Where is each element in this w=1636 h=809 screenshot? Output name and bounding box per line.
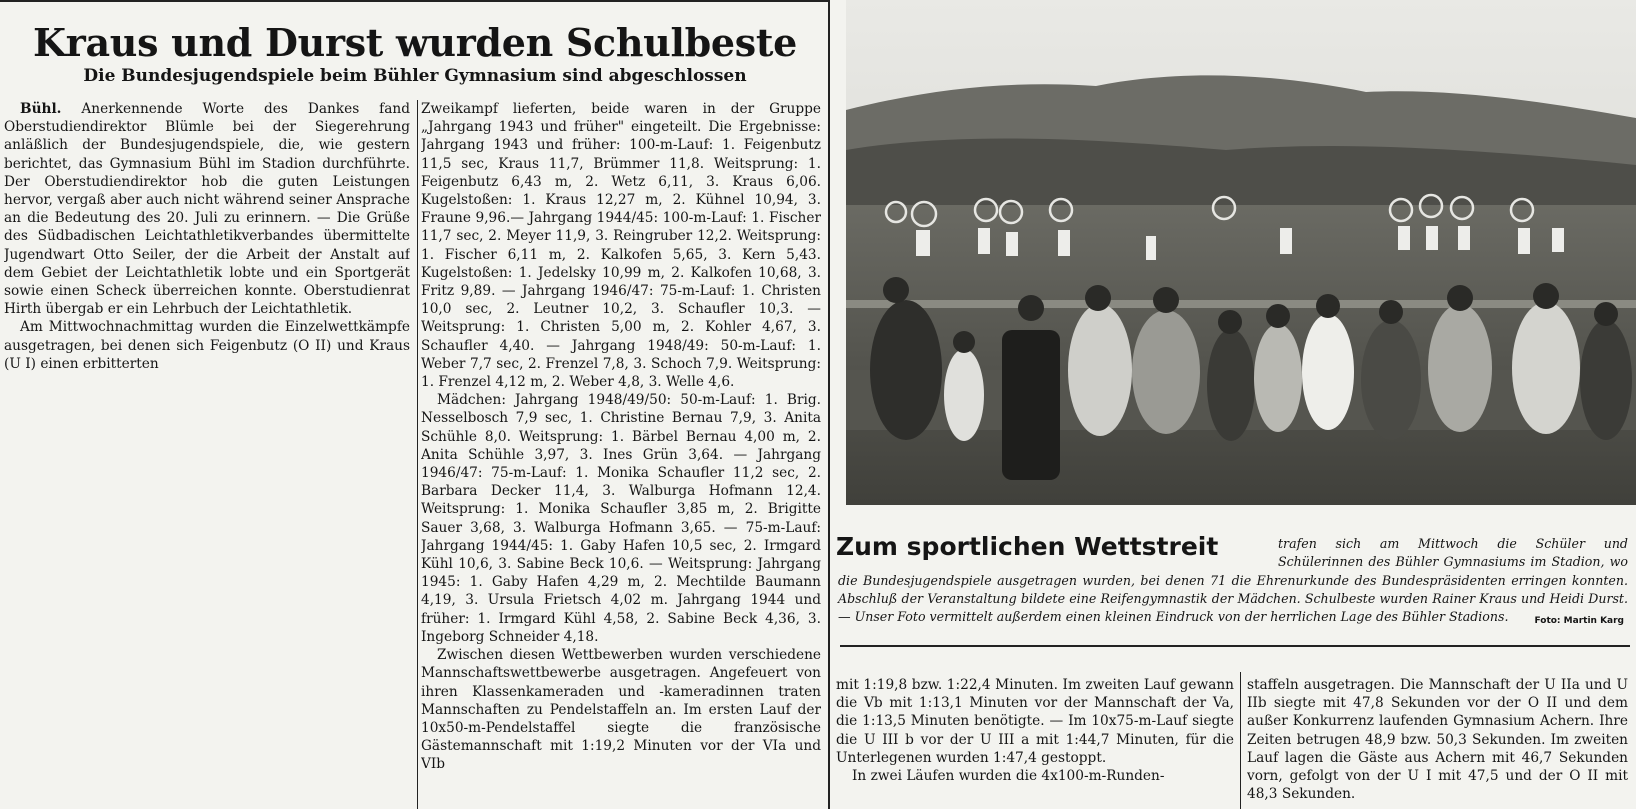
team-competition-paragraph: Zwischen diesen Wettbewerben wurden verschiedene Mannschaftswettbewerbe ausgetragen. Angefeuert von ihren Klassenkameraden und -kameradinnen traten Mannschaften zu Pendelstaffeln an. Im ersten Lauf der 10x50-m-Pendelstaffel siegte die französische Gästemannschaft mit 1:19,2 Minuten vor der VIa und VIb — [421, 647, 821, 773]
article-paragraph: In zwei Läufen wurden die 4x100-m-Runden- — [852, 768, 1165, 785]
column-rule-1 — [417, 100, 418, 809]
caption-title-spacer — [838, 535, 1278, 565]
stadium-photo — [846, 0, 1636, 525]
article-paragraph: staffeln ausgetragen. Die Mannschaft der U IIa und U IIb siegte mit 47,8 Sekunden vor der O II und dem außer Konkurrenz laufenden Gymnasium Achern. Ihre Zeiten betrugen 48,9 bzw. 50,3 Sekunden. Im zweiten Lauf lagen die Gäste aus Achern mit 46,7 Sekunden vorn, gefolgt von der U I mit 47,5 und der O II mit 48,3 Sekunden. — [1247, 677, 1628, 803]
article-column-3 — [836, 676, 1234, 809]
column-rule-2 — [828, 0, 830, 809]
results-paragraph-girls: Mädchen: Jahrgang 1948/49/50: 50-m-Lauf: 1. Brig. Nesselbosch 7,9 sec, 1. Christine Bernau 7,9, 3. Anita Schühle 8,0. Weitsprung: 1. Bärbel Bernau 4,00 m, 2. Anita Schühle 3,97, 3. Ines Grün 3,64. — Jahrgang 1946/47: 75-m-Lauf: 1. Monika Schaufler 11,2 sec, 2. Barbara Decker 11,4, 3. Walburga Hofmann 12,4. Weitsprung: 1. Monika Schaufler 3,85 m, 2. Brigitte Sauer 3,68, 3. Walburga Hofmann 3,65. — 75-m-Lauf: Jahrgang 1944/45: 1. Gaby Hafen 10,5 sec, 2. Irmgard Kühl 10,6, 3. Sabine Beck 10,6. — Weitsprung: Jahrgang 1945: 1. Gaby Hafen 4,29 m, 2. Mechtilde Baumann 4,19, 3. Ursula Frietsch 4,02 m. Jahrgang 1944 und früher: 1. Irmgard Kühl 4,58, 2. Sabine Beck 4,36, 3. Ingeborg Schneider 4,18. — [421, 392, 821, 645]
article-column-2 — [421, 100, 821, 809]
photo-illustration — [846, 0, 1636, 525]
article-paragraph: Bühl. Anerkennende Worte des Dankes fand Oberstudiendirektor Blümle bei der Siegerehrung anläßlich der Bundesjugendspiele, die, wie gestern berichtet, das Gymnasium Bühl im Stadion durchführte. Der Oberstudiendirektor hob die guten Leistungen hervor, vergaß aber auch nicht während seiner Ansprache an die Bedeutung des 20. Juli zu erinnern. — Die Grüße des Südbadischen Leichtathletikverbandes übermittelte Jugendwart Otto Seiler, der die Arbeit der Anstalt auf dem Gebiet der Leichtathletik lobte und ein Sportgerät sowie einen Scheck überreichen konnte. Oberstudienrat Hirth übergab er ein Lehrbuch der Leichtathletik. — [4, 101, 410, 318]
column-rule-3 — [1240, 672, 1241, 809]
article-column-4 — [1247, 676, 1628, 809]
photo-credit: Foto: Martin Karg — [1534, 616, 1624, 626]
article-column-1 — [4, 100, 410, 390]
photo-caption: trafen sich am Mittwoch die Schüler und Schülerinnen des Bühler Gymnasiums im Stadion, wo die Bundesjugendspiele ausgetragen wurden, bei denen 71 die Ehrenurkunde des Bundespräsidenten erringen konnten. Abschluß der Veranstaltung bildete eine Reifengymnastik der Mädchen. Schulbeste wurden Rainer Kraus und Heidi Durst. — Unser Foto vermittelt außerdem einen kleinen Eindruck von der herrlichen Lage des Bühler Stadions. — [838, 536, 1628, 625]
dateline: Bühl. — [20, 101, 62, 117]
page-title: Kraus und Durst wurden Schulbeste — [33, 20, 797, 65]
top-rule — [0, 0, 830, 2]
subheadline: Die Bundesjugendspiele beim Bühler Gymnasium sind abgeschlossen — [83, 66, 747, 86]
caption-title: Zum sportlichen Wettstreit — [836, 532, 1219, 561]
article-paragraph: mit 1:19,8 bzw. 1:22,4 Minuten. Im zweiten Lauf gewann die Vb mit 1:13,1 Minuten vor der Mannschaft der Va, die 1:13,5 Minuten benötigte. — Im 10x75-m-Lauf siegte die U III b vor der U III a mit 1:44,7 Minuten, für die Unterlegenen wurden 1:47,4 gestoppt. — [836, 677, 1234, 766]
results-paragraph: Zweikampf lieferten, beide waren in der Gruppe „Jahrgang 1943 und früher" eingeteilt. Die Ergebnisse: Jahrgang 1943 und früher: 100-m-Lauf: 1. Feigenbutz 11,5 sec, Kraus 11,7, Brümmer 11,8. Weitsprung: 1. Feigenbutz 6,43 m, 2. Wetz 6,11, 3. Kraus 6,06. Kugelstoßen: 1. Kraus 12,27 m, 2. Kühnel 10,94, 3. Fraune 9,96.— Jahrgang 1944/45: 100-m-Lauf: 1. Fischer 11,7 sec, 2. Meyer 11,9, 3. Reingruber 12,2. Weitsprung: 1. Fischer 6,11 m, 2. Kalkofen 5,65, 3. Kern 5,43. Kugelstoßen: 1. Jedelsky 10,99 m, 2. Kalkofen 10,68, 3. Fritz 9,89. — Jahrgang 1946/47: 75-m-Lauf: 1. Christen 10,0 sec, 2. Leutner 10,2, 3. Schaufler 10,3. — Weitsprung: 1. Christen 5,00 m, 2. Kohler 4,67, 3. Schaufler 4,40. — Jahrgang 1948/49: 50-m-Lauf: 1. Weber 7,7 sec, 2. Frenzel 7,8, 3. Schoch 7,9. Weitsprung: 1. Frenzel 4,12 m, 2. Weber 4,8, 3. Welle 4,6. — [421, 101, 821, 391]
article-paragraph: Am Mittwochnachmittag wurden die Einzelwettkämpfe ausgetragen, bei denen sich Feigenbutz (O II) und Kraus (U I) einen erbitterten — [4, 319, 410, 372]
caption-rule — [840, 645, 1630, 647]
